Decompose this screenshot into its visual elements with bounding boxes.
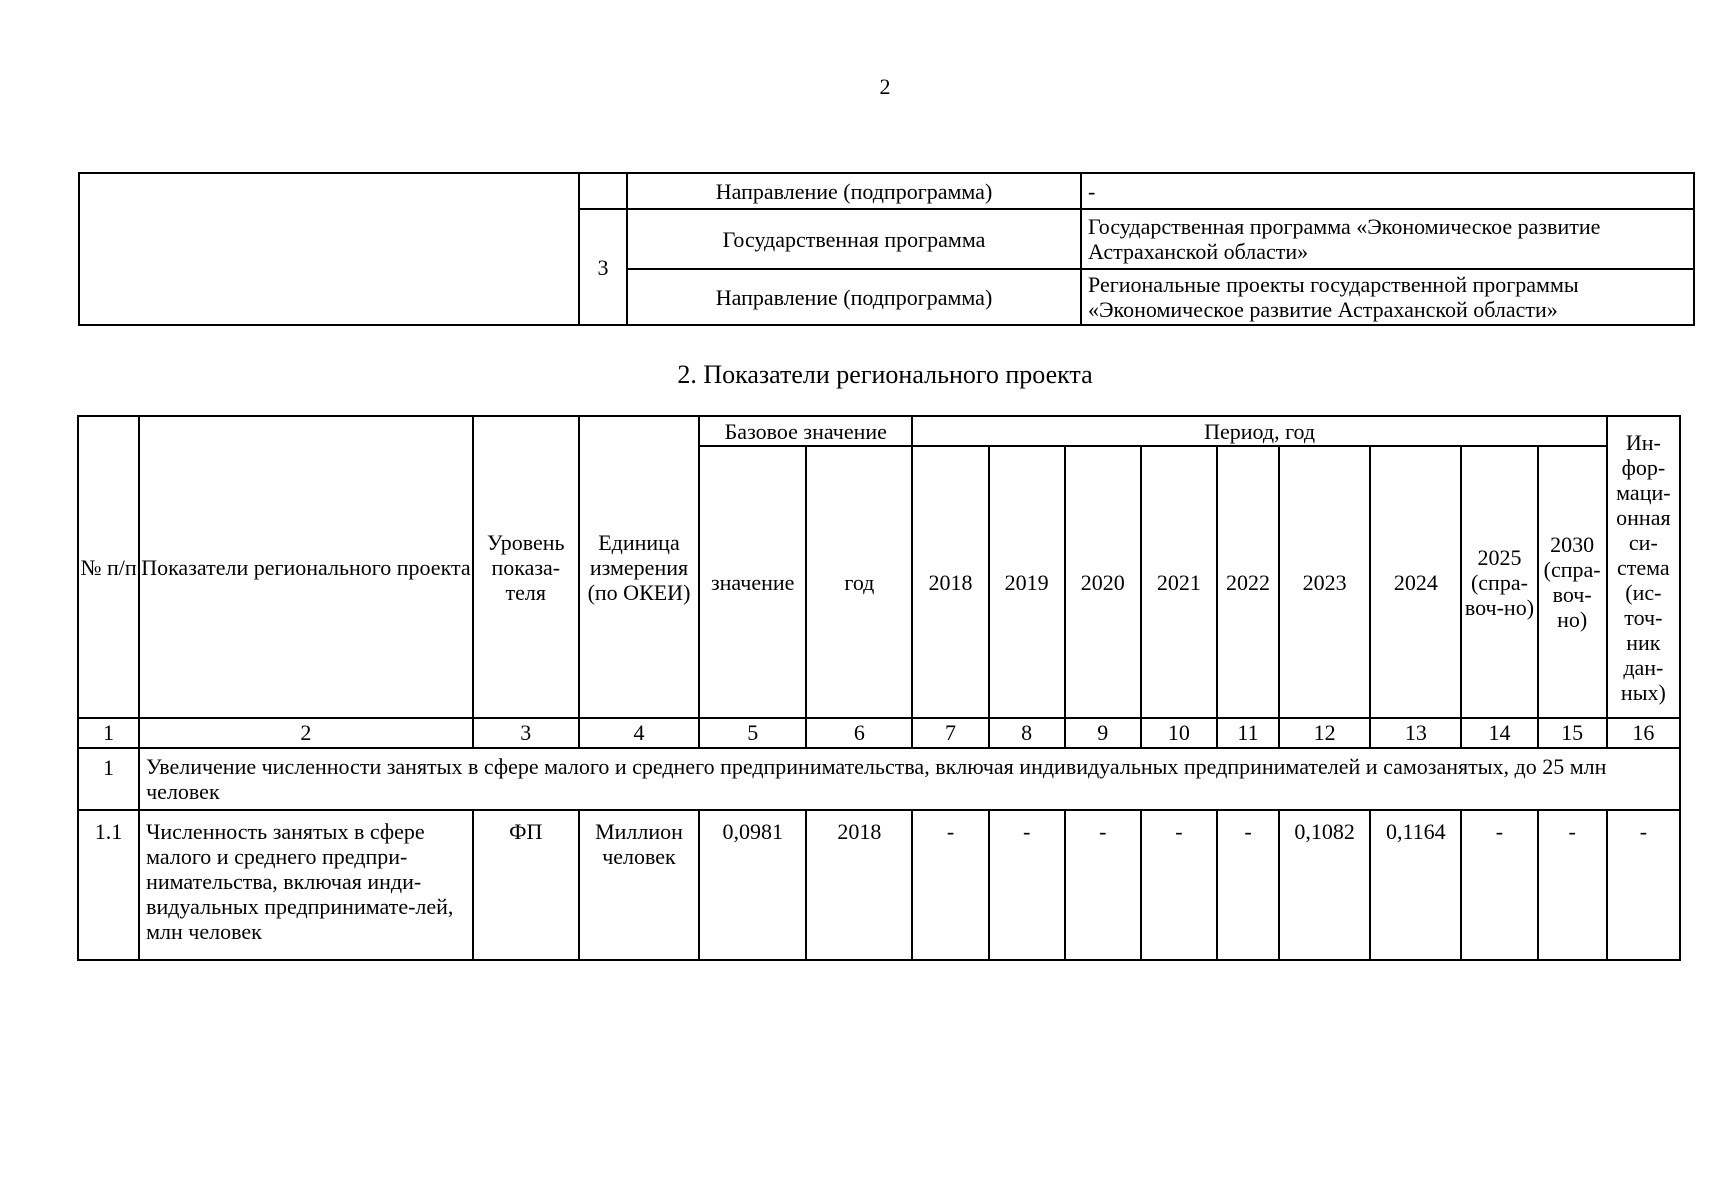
table-row: [78, 810, 1680, 960]
header-year-2024: 2024: [1370, 446, 1461, 718]
column-number: 9: [1065, 718, 1141, 748]
column-number: 4: [579, 718, 699, 748]
direction-value-1: -: [1081, 173, 1694, 209]
row-num: 1.1: [78, 810, 139, 960]
column-number: 15: [1538, 718, 1607, 748]
goal-text: Увеличение численности занятых в сфере малого и среднего предпринимательства, включая индивидуальных предпринимателей и самозанятых, до 25 млн человек: [139, 748, 1680, 810]
row-base-year: 2018: [806, 810, 912, 960]
column-number: 5: [699, 718, 806, 748]
direction-label-1: Направление (подпрограмма): [627, 173, 1081, 209]
header-year-2019: 2019: [989, 446, 1065, 718]
row-level: ФП: [473, 810, 579, 960]
project-info-table: [78, 172, 1695, 326]
header-year-2018: 2018: [912, 446, 988, 718]
header-year-2023: 2023: [1279, 446, 1370, 718]
header-name: Показатели регионального проекта: [139, 416, 473, 718]
column-number: 1: [78, 718, 139, 748]
header-period-group: Период, год: [912, 416, 1606, 446]
row-value-2022: -: [1217, 810, 1279, 960]
state-program-label: Государственная программа: [627, 209, 1081, 269]
header-base-group: Базовое значение: [699, 416, 912, 446]
column-number: 12: [1279, 718, 1370, 748]
blank-cell: [79, 173, 579, 325]
header-year-2030: 2030 (спра-воч-но): [1538, 446, 1607, 718]
row-number: 3: [579, 209, 627, 325]
direction-value-2: Региональные проекты государственной программы «Экономическое развитие Астраханской области»: [1081, 269, 1694, 325]
column-number: 7: [912, 718, 988, 748]
row-value-2019: -: [989, 810, 1065, 960]
column-number: 8: [989, 718, 1065, 748]
header-num: № п/п: [78, 416, 139, 718]
header-level: Уровень показа-теля: [473, 416, 579, 718]
goal-number: 1: [78, 748, 139, 810]
column-number: 16: [1607, 718, 1680, 748]
column-number: 6: [806, 718, 912, 748]
column-number: 3: [473, 718, 579, 748]
row-info-system: -: [1607, 810, 1680, 960]
header-year-2025: 2025 (спра-воч-но): [1461, 446, 1537, 718]
column-number: 11: [1217, 718, 1279, 748]
row-value-2020: -: [1065, 810, 1141, 960]
row-value-2021: -: [1141, 810, 1217, 960]
header-year-2022: 2022: [1217, 446, 1279, 718]
column-number: 10: [1141, 718, 1217, 748]
row-value-2023: 0,1082: [1279, 810, 1370, 960]
row-value-2024: 0,1164: [1370, 810, 1461, 960]
row-value-2018: -: [912, 810, 988, 960]
header-base-year: год: [806, 446, 912, 718]
blank-number-cell: [579, 173, 627, 209]
header-info-system: Ин-фор-маци-онная си-стема (ис-точ-ник дан-ных): [1607, 416, 1680, 718]
column-number: 13: [1370, 718, 1461, 748]
header-year-2021: 2021: [1141, 446, 1217, 718]
indicators-table: [77, 415, 1681, 961]
page-number: 2: [879, 74, 891, 99]
row-value-2025: -: [1461, 810, 1537, 960]
section-title: 2. Показатели регионального проекта: [677, 360, 1093, 389]
row-base-value: 0,0981: [699, 810, 806, 960]
row-unit: Миллион человек: [579, 810, 699, 960]
header-unit: Единица измерения (по ОКЕИ): [579, 416, 699, 718]
state-program-value: Государственная программа «Экономическое развитие Астраханской области»: [1081, 209, 1694, 269]
row-indicator-name: Численность занятых в сфере малого и среднего предпри-нимательства, включая инди-видуальных предпринимате-лей, млн человек: [139, 810, 473, 960]
header-base-value: значение: [699, 446, 806, 718]
header-year-2020: 2020: [1065, 446, 1141, 718]
column-number: 2: [139, 718, 473, 748]
direction-label-2: Направление (подпрограмма): [627, 269, 1081, 325]
row-value-2030: -: [1538, 810, 1607, 960]
column-number: 14: [1461, 718, 1537, 748]
